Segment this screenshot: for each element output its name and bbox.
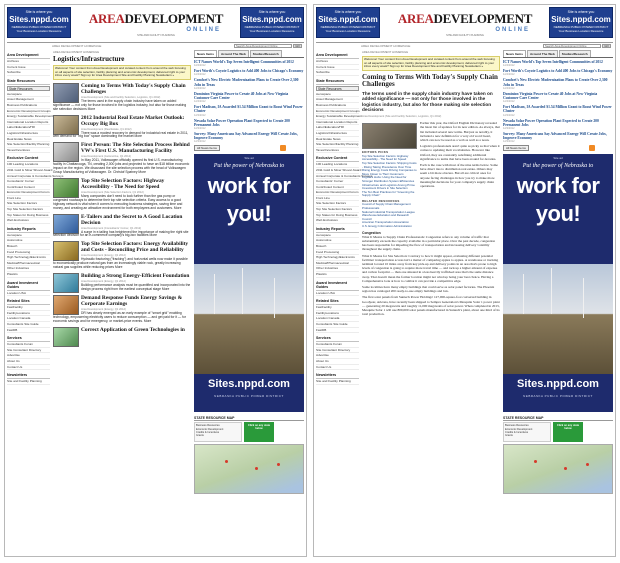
sidebar-item[interactable]: Labor/Education/HR xyxy=(7,125,50,131)
header-ad-left[interactable]: Site is where you Sites.nppd.com NEBRASKA PUBLIC POWER DISTRICT Your Business Location Resource xyxy=(7,7,71,38)
news-item-link[interactable]: Dominion Virginia Power to Create 40 Jobs at New Virginia Customer Care Center xyxy=(503,91,598,101)
news-item-link[interactable]: Comfort's New Electric Modernization Plans to Create Over 2,300 Jobs in Texas xyxy=(503,78,608,87)
article-title-link[interactable]: Building a Strong Energy-Efficient Foundation xyxy=(81,273,190,280)
sidebar-section-title: Services xyxy=(7,336,50,342)
wind-turbine-icon xyxy=(274,278,275,318)
article-date: Area Development (Site and Facility Selection, Logistics, Q1 2012) xyxy=(81,95,161,99)
state-map-legend-item[interactable]: Credits & Incentives xyxy=(505,430,529,434)
header-ad-right[interactable]: Site is where you Sites.nppd.com NEBRASKA PUBLIC POWER DISTRICT Your Business Location Resource xyxy=(549,7,613,38)
tab-around-the-web[interactable]: Around The Web xyxy=(527,50,558,57)
state-map-legend-item[interactable]: Grants xyxy=(196,434,204,438)
search-input[interactable]: Search Area Development Online xyxy=(543,44,601,48)
sidebar-section-title: State Resources xyxy=(7,79,50,85)
news-item-link[interactable]: Nevada Solar Power Operation Plant Expected to Create 200 Permanent Jobs xyxy=(503,118,599,127)
sidebar-item[interactable]: Aerospace xyxy=(316,233,359,239)
sidebar-section-title: Award Investment Guides xyxy=(7,281,50,291)
sidebar-item[interactable]: Aerospace xyxy=(316,92,359,98)
state-resources-select[interactable]: State Resources xyxy=(7,86,50,91)
news-item-date: 1/24/2012 xyxy=(503,64,515,68)
nebraska-power-ad[interactable]: Site ad Put the power of Nebraska to work for you! Sites.nppd.com NEBRASKA PUBLIC POWER DISTRICT xyxy=(503,154,613,412)
news-item-date: 1/23/2012 xyxy=(503,140,515,144)
news-item-link[interactable]: Comfort's New Electric Modernization Plans to Create Over 2,300 Jobs in Texas xyxy=(194,78,299,87)
related-resource-link[interactable]: Warehouse Education and Research Council xyxy=(362,213,410,221)
tab-news-items[interactable]: News Items xyxy=(194,50,217,57)
page-title: Logistics/Infrastructure xyxy=(53,55,125,63)
news-item-date: 1/23/2012 xyxy=(503,127,515,131)
wind-turbine-icon xyxy=(523,274,524,314)
sidebar-item[interactable]: Energy Sustainable Development xyxy=(7,114,53,119)
article-summary: The terms used in the supply chain industry have taken on added significance — not only for those involved in the logistics industry, but also for those making site selection decisions More xyxy=(53,98,187,111)
article-title-link[interactable]: Coming to Terms With Today's Supply Chain Challenges xyxy=(81,82,186,95)
top-bar xyxy=(7,42,304,48)
sidebar-item[interactable]: Food Processing xyxy=(7,250,50,256)
sidebar-item[interactable]: High Technology/Electronics xyxy=(316,255,359,261)
article-body-intro xyxy=(417,121,500,228)
news-item-link[interactable]: ICT Names World's Top Seven Intelligent Communities of 2012 xyxy=(503,60,603,64)
article-date: Area Development (Site Selection Factors, Q1 2012) xyxy=(81,190,144,194)
article-summary: DR has clearly emerged as an early example of "smart grid" enabling technology, empowering electricity users to reduce consumption — and get paid for it — for economic savings and for emergency, or market-price events. More xyxy=(53,310,186,323)
sidebar-item[interactable]: Taxes/Incentives xyxy=(7,148,50,154)
article-summary: There was a modest recovery in demand for industrial real estate in 2011, with demand for "big box" space dominating the market More xyxy=(53,130,189,139)
article-title-link[interactable]: First Person: The Site Selection Process Behind VW's First U.S. Manufacturing Facility xyxy=(81,142,190,155)
sidebar-item[interactable]: Consultants Forum xyxy=(316,342,359,348)
right-column xyxy=(503,50,613,554)
state-resource-map: STATE RESOURCE MAP Business Resources Economic Development Credits & Incentives Grants Click on any state below xyxy=(194,416,304,494)
breadcrumb[interactable]: AREA DEVELOPMENT HOMEPAGE xyxy=(362,50,409,54)
sidebar-section-title: State Resources xyxy=(316,79,359,85)
sidebar-item[interactable]: 100 Leading Locations xyxy=(316,162,359,168)
map-pin-icon[interactable] xyxy=(534,460,537,463)
sidebar-item[interactable]: FastFacility xyxy=(7,305,50,311)
sidebar-item[interactable]: Current Issue xyxy=(316,65,359,71)
state-map-legend-item[interactable]: Credits & Incentives xyxy=(196,430,220,434)
sidebar-item[interactable]: Consultants' Corner xyxy=(7,179,50,185)
state-resource-map: STATE RESOURCE MAP Business Resources Economic Development Credits & Incentives Grants Click on any state below xyxy=(503,416,613,494)
rss-icon[interactable] xyxy=(589,145,595,151)
sidebar-item[interactable]: Aerospace xyxy=(7,233,50,239)
top-bar xyxy=(316,42,613,48)
wind-turbine-icon xyxy=(551,268,552,314)
body-paragraph: Each is the case with most of the nine terms below. Some have direct ties to distribution real estate. Others may seem a bit more obscure. But all are critical ones for anyone facing challenges in how you try to make more meaningful decisions for your company's supply chain operations. xyxy=(420,162,498,188)
sidebar-section-title: Newsletters xyxy=(316,373,359,379)
sidebar-item[interactable]: Site Selection Factors xyxy=(316,201,359,207)
article-thumbnail[interactable] xyxy=(53,273,79,293)
sidebar-section-title: Area Development xyxy=(7,53,50,59)
section-heading: Congestion xyxy=(362,230,381,235)
sidebar-item[interactable]: Automotive xyxy=(7,238,50,244)
editors-pick-link[interactable]: Rising Energy Costs Driving Companies to Move Closer to Their Customers xyxy=(362,168,417,176)
sidebar-item[interactable]: Consultants Site Guide xyxy=(316,322,359,328)
sidebar-section-title: Newsletters xyxy=(7,373,50,379)
sidebar-item[interactable]: Logistics/Infrastructure xyxy=(316,131,359,137)
sidebar-item[interactable]: Contact Us xyxy=(316,365,359,371)
breadcrumb[interactable]: AREA DEVELOPMENT HOMEPAGE xyxy=(53,50,100,54)
sidebar-section-title: Area Development xyxy=(316,53,359,59)
state-map-legend-item[interactable]: Business Resources xyxy=(505,424,529,428)
editors-pick-link[interactable]: Top Site Selection Factors: Shipping Costs - Rising Taking Precedence Over Time xyxy=(362,160,417,169)
news-item-link[interactable]: Survey: Many Americans Say Advanced Energy Will Create Jobs, Improve Economy xyxy=(503,132,607,141)
article-item xyxy=(53,115,191,140)
body-paragraph: Logistics professionals aren't quite as picky as that when it comes to updating their vocabularies. However like Oxford, they are constantly redefining additional significance to terms that have been around for decades. xyxy=(420,144,500,161)
sidebar-item[interactable]: International Location Reports xyxy=(316,119,358,124)
wind-turbine-icon xyxy=(242,268,243,314)
article-summary: Many companies don't need to look further than the gas pump or congested roadways to determine their top site selection criteria. Easy access to a good highway network is vital when it comes to executing business strategies, saving time and money, and creating an attractive environment for both employees and customers. More xyxy=(53,193,183,210)
sidebar-item[interactable]: Medical/Pharmaceutical xyxy=(316,261,359,267)
news-item-link[interactable]: Dominion Virginia Power to Create 40 Jobs at New Virginia Customer Care Center xyxy=(194,91,289,101)
state-map-cta[interactable]: Click on any state below xyxy=(553,422,583,442)
us-map[interactable] xyxy=(503,444,613,494)
editors-pick-link[interactable]: Infrastructure and Logistics Among Prime Investment Drivers in Site Selection xyxy=(362,182,415,191)
sidebar-item[interactable]: Asset Management xyxy=(316,97,359,103)
header-ad-right[interactable]: Site is where you Sites.nppd.com NEBRASKA PUBLIC POWER DISTRICT Your Business Location Resource xyxy=(240,7,304,38)
site-header xyxy=(316,7,613,40)
sidebar-section-title: Exclusive Content xyxy=(316,156,359,162)
sidebar-item[interactable]: Subscribe xyxy=(316,70,359,76)
right-page-screenshot xyxy=(313,4,616,557)
tab-studies-research[interactable]: Studies/Research xyxy=(559,50,591,57)
sidebar-item[interactable]: Consultants' Corner xyxy=(316,179,359,185)
sidebar xyxy=(7,50,64,554)
sidebar-item[interactable]: Web Exclusives xyxy=(7,218,50,224)
article-title-link[interactable]: 2012 Industrial Real Estate Market Outlook: Occupy Big Box xyxy=(81,114,185,127)
sidebar-item[interactable]: Economic Development Groups xyxy=(7,108,51,113)
related-resource-link[interactable]: Council of Supply Chain Management Professionals xyxy=(362,202,411,211)
article-date: Area Development (Automotive, Q1 2012) xyxy=(81,155,132,159)
right-column xyxy=(194,50,304,554)
sidebar-item[interactable]: Aerospace xyxy=(7,92,50,98)
sidebar-item[interactable]: 100 Leading Locations xyxy=(7,162,50,168)
sidebar-section-title: Related Sites xyxy=(7,299,50,305)
nebraska-power-ad[interactable]: Site ad Put the power of Nebraska to work for you! Sites.nppd.com NEBRASKA PUBLIC POWER DISTRICT xyxy=(194,154,304,412)
article-title-link[interactable]: Top Site Selection Factors: Highway Accessibility - The Need for Speed xyxy=(81,177,165,190)
left-page-screenshot xyxy=(4,4,307,557)
state-resources-select[interactable]: State Resources xyxy=(316,86,359,91)
article-thumbnail[interactable] xyxy=(53,241,79,261)
article-byline: Area Development (Site and Facility Selection, Logistics, Q1 2012) xyxy=(362,115,442,119)
wind-turbine-icon xyxy=(583,278,584,318)
sidebar-section-title: Industry Reports xyxy=(316,227,359,233)
article-item xyxy=(53,273,191,292)
wind-turbine-photo xyxy=(194,264,304,374)
sidebar-item[interactable]: Automotive xyxy=(316,238,359,244)
sidebar-item[interactable]: Labor/Education/HR xyxy=(316,125,359,131)
article-title-link[interactable]: Correct Application of Green Technologies in xyxy=(81,326,185,333)
sidebar-section-title: Industry Reports xyxy=(7,227,50,233)
sidebar-item[interactable]: Current Issue xyxy=(7,65,50,71)
article-related-links: EDITORS PICKS Top Site Selection Factors: Highway Accessibility - The Need for Speed Top Site Selection Factors: Shipping Costs - Rising Taking Precedence Over Time Rising Energy Costs Driving Companies to Move Closer to Their Customers Logistics Hubs: Using the Need for Stronger Distribution System Efficiencies Infrastructure and Logistics Among Prime Investment Drivers in Site Selection The Ten Best Practices for "Greening the Supply Chain" RELATED RESOURCES Council of Supply Chain Management Professionals National Industrial Transportation League Warehouse Education and Research Council American Transportation Association U.S. Energy Information Administration xyxy=(362,121,417,228)
sidebar-item[interactable]: Front Line xyxy=(7,196,50,202)
sidebar-item[interactable]: Site and Facility Planning xyxy=(7,379,50,385)
sidebar-item[interactable]: Site Selection/Facility Planning xyxy=(316,142,359,147)
article-title: Coming to Terms With Today's Supply Chain Challenges xyxy=(362,72,498,89)
article-dek: The terms used in the supply chain industry have taken on added significance — not only for those involved in the logistics industry, but also for those making site selection decisions xyxy=(362,90,493,112)
sidebar-item[interactable]: Real Estate News xyxy=(316,137,359,143)
article-date: Area Development (Real Estate, Q1 2012) xyxy=(81,127,132,131)
sidebar-item[interactable]: Biotech xyxy=(7,244,50,250)
sidebar-item[interactable]: Asset Management xyxy=(7,97,50,103)
sidebar-item[interactable]: Advertise xyxy=(316,353,359,359)
sidebar-item[interactable]: Other Industries xyxy=(7,266,50,272)
homepage-link[interactable]: AREA DEVELOPMENT HOMEPAGE xyxy=(361,44,411,48)
all-news-items-button[interactable]: All News Items xyxy=(503,145,529,151)
article-thumbnail[interactable] xyxy=(53,178,79,198)
news-item-date: 1/23/2012 xyxy=(503,113,515,117)
search-go-button[interactable]: GO xyxy=(602,44,611,48)
news-ticker xyxy=(503,60,613,143)
us-map[interactable] xyxy=(194,444,304,494)
article-content xyxy=(362,50,500,554)
news-item-date: 1/24/2012 xyxy=(194,100,206,104)
sidebar-item[interactable]: Site Consultant Directory xyxy=(7,348,50,354)
search-go-button[interactable]: GO xyxy=(293,44,302,48)
news-item-date: 1/23/2012 xyxy=(194,127,206,131)
sidebar-item[interactable]: Subscribe xyxy=(7,70,50,76)
article-summary: Building performance analysis must be quantified and incorporated into the design process right from the earliest conceptual stage More xyxy=(81,283,191,291)
article-thumbnail[interactable] xyxy=(53,115,79,135)
article-thumbnail[interactable] xyxy=(53,83,79,103)
related-resource-link[interactable]: National Industrial Transportation League xyxy=(362,209,415,214)
body-paragraph: Some localities have many empty buildings that could serve as solar panel factories. The Phoenix region has cataloged 200 ready-to-use empty buildings and lots. xyxy=(362,285,495,294)
sidebar-item[interactable]: Location USA xyxy=(7,291,50,297)
news-item-date: 1/24/2012 xyxy=(503,86,515,90)
sidebar-item[interactable]: Economic Development Forum xyxy=(316,190,359,195)
map-pin-icon[interactable] xyxy=(564,467,567,470)
news-item-date: 1/24/2012 xyxy=(503,100,515,104)
related-resource-link[interactable]: American Transportation Association xyxy=(362,220,409,225)
sidebar-item[interactable]: Real Estate News xyxy=(7,137,50,143)
sidebar-item[interactable]: FastDB xyxy=(316,328,359,334)
news-item-link[interactable]: Fort Madison, IA Awarded $1.54 Million Grant to Boost Wind Power Cluster xyxy=(503,105,612,114)
sidebar-item[interactable]: Site Selection Factors xyxy=(7,201,50,207)
news-item-link[interactable]: Fort Worth's Coyote Logistics to Add 400 Jobs to Chicago's Economy xyxy=(194,69,304,74)
wind-turbine-icon xyxy=(214,274,215,314)
news-item-link[interactable]: ICT Names World's Top Seven Intelligent Communities of 2012 xyxy=(194,60,294,64)
body-paragraph: The first solar panels from Suntech Power Holdings' 127,000-square-foot converted building in Goodyear, Arizona, have recently been shipped to Sempra Generation's Mesquite Solar 1 power plant — generating 20 megawatts and roughly 11,000 megawatts of solar power. When completed in 2013, Mesquite Solar 1 will use 800,000 solar panels manufactured in Suntech's plant, about one third of its total production. xyxy=(362,295,500,317)
sidebar-item[interactable]: Archives xyxy=(7,59,50,65)
sidebar-item[interactable]: FastDB xyxy=(7,328,50,334)
state-map-legend-item[interactable]: Grants xyxy=(505,434,513,438)
article-item xyxy=(53,327,191,333)
sidebar-section-title: Exclusive Content xyxy=(7,156,50,162)
header-ad-left[interactable]: Site is where you Sites.nppd.com NEBRASKA PUBLIC POWER DISTRICT Your Business Location Resource xyxy=(316,7,380,38)
sidebar-item[interactable]: Top Site Selection Factors xyxy=(316,207,359,213)
state-map-legend-item[interactable]: Economic Development xyxy=(505,427,533,431)
sidebar-item[interactable]: About Us xyxy=(316,359,359,365)
sidebar-item[interactable]: Advertise xyxy=(7,353,50,359)
article-body xyxy=(362,231,500,317)
map-pin-icon[interactable] xyxy=(225,460,228,463)
article-item xyxy=(53,295,191,324)
article-item xyxy=(53,142,191,175)
body-paragraph: What It Means to Supply Chain Professionals: Congestion refers to any volume of traffic that substantially exceeds the capacity available in a particular place. Over the past decade, congestion has been responsible for impeding the flow of transportation and increasing delivery volatility throughout the supply chain. xyxy=(362,234,496,252)
sidebar-item[interactable]: Energy Sustainable Development xyxy=(316,114,362,119)
sidebar-section-title: Services xyxy=(316,336,359,342)
sidebar-item[interactable]: Biotech xyxy=(316,244,359,250)
sidebar-item[interactable]: Top States for Doing Business xyxy=(316,212,358,217)
news-item-date: 1/24/2012 xyxy=(194,86,206,90)
news-item-link[interactable]: Fort Worth's Coyote Logistics to Add 400 Jobs to Chicago's Economy xyxy=(503,69,613,74)
tab-news-items[interactable]: News Items xyxy=(503,50,526,57)
sidebar-item[interactable]: FacilityLocations xyxy=(316,311,359,317)
article-item xyxy=(53,83,191,112)
sidebar-item[interactable]: International Location Reports xyxy=(7,119,49,124)
sidebar-item[interactable]: Taxes/Incentives xyxy=(316,148,359,154)
search-input[interactable]: Search Area Development Online xyxy=(234,44,292,48)
state-map-legend-item[interactable]: Economic Development xyxy=(196,427,224,431)
sidebar-item[interactable]: Plastics xyxy=(7,272,50,278)
sidebar-item[interactable]: Other Industries xyxy=(316,266,359,272)
wind-turbine-photo xyxy=(503,264,613,374)
news-item-date: 1/23/2012 xyxy=(194,140,206,144)
sidebar-item[interactable]: Site Selection/Facility Planning xyxy=(7,142,50,147)
sidebar-item[interactable]: FastFacility xyxy=(316,305,359,311)
article-thumbnail[interactable] xyxy=(53,327,79,347)
sidebar-item[interactable]: Location Canada xyxy=(316,316,359,322)
homepage-link[interactable]: AREA DEVELOPMENT HOMEPAGE xyxy=(52,44,102,48)
news-item-date: 1/24/2012 xyxy=(194,64,206,68)
state-map-cta[interactable]: Click on any state below xyxy=(244,422,274,442)
article-list xyxy=(53,83,191,333)
map-pin-icon[interactable] xyxy=(586,463,589,466)
news-item-link[interactable]: Nevada Solar Power Operation Plant Expected to Create 200 Permanent Jobs xyxy=(194,118,290,127)
article-image xyxy=(362,123,417,149)
sidebar-item[interactable]: Contributed Content xyxy=(316,185,359,191)
article-thumbnail[interactable] xyxy=(53,142,79,162)
site-logo[interactable]: AREADEVELOPMENT ONLINE SITE AND FACILITY PLANNING xyxy=(397,11,533,37)
article-date: Area Development (Consultants' Corner, Q1 2012) xyxy=(81,226,142,230)
article-summary: In May 2011, Volkswagen officially opened its first U.S. manufacturing facility in Chattanooga, TN, creating 2,000 jobs and projected to have an $18 billion economic impact on the region. We discussed the site selection process with the head of Volkswagen Group Manufacturing at Volkswagen. Dr. Christof Spatney More xyxy=(53,158,190,175)
sidebar-item[interactable]: Site and Facility Planning xyxy=(316,379,359,385)
newsletter-welcome-banner[interactable]: Welcome! Your content from Area Development and curated content from around the web focusing on all aspects of site selection, facility planning and economic development, delivered right to your inbox every week? Sign up for Area Development Site and Facility Planning Newsletters » xyxy=(53,65,191,80)
news-item-link[interactable]: Survey: Many Americans Say Advanced Energy Will Create Jobs, Improve Economy xyxy=(194,132,298,141)
editors-pick-link[interactable]: The Ten Best Practices for "Greening the Supply Chain" xyxy=(362,189,415,198)
sidebar-item[interactable]: Plastics xyxy=(316,272,359,278)
sidebar-item[interactable]: Top States for Doing Business xyxy=(7,212,49,217)
sidebar-item[interactable]: Logistics/Infrastructure xyxy=(7,131,50,137)
sidebar-item[interactable]: About Us xyxy=(7,359,50,365)
sidebar-item[interactable]: FacilityLocations xyxy=(7,311,50,317)
article-date: Area Development (Energy, Q1 2012) xyxy=(81,307,126,311)
sidebar-item[interactable]: Contributed Content xyxy=(7,185,50,191)
state-map-legend xyxy=(503,422,551,442)
sidebar-item[interactable]: Business Publications xyxy=(316,103,359,109)
sidebar-item[interactable]: Site Consultant Directory xyxy=(316,348,359,354)
article-summary: Hydraulic fracturing ("fracking") and horizontal wells now make it possible to economically produce natural gas from an increasingly viable rock, greatly increasing natural gas supplies while reducing prices More xyxy=(53,257,188,270)
article-thumbnail[interactable] xyxy=(53,295,79,315)
sidebar-item[interactable]: Front Line xyxy=(316,196,359,202)
news-item-link[interactable]: Fort Madison, IA Awarded $1.54 Million Grant to Boost Wind Power Cluster xyxy=(194,105,303,114)
news-tabs xyxy=(503,50,613,58)
rss-icon[interactable] xyxy=(280,145,286,151)
state-map-legend-item[interactable]: Business Resources xyxy=(196,424,220,428)
article-title-link[interactable]: Demand Response Funds Energy Savings & Corporate Earnings xyxy=(81,294,183,307)
article-title-link[interactable]: Top Site Selection Factors: Energy Availability and Costs - Reconciling Price and Reliability xyxy=(81,241,189,254)
sidebar-item[interactable]: Food Processing xyxy=(316,250,359,256)
article-thumbnail[interactable] xyxy=(53,214,79,234)
sidebar-item[interactable]: Contact Us xyxy=(7,365,50,371)
related-resource-link[interactable]: U.S. Energy Information Administration xyxy=(362,224,412,229)
news-tabs xyxy=(194,50,304,58)
sidebar-item[interactable]: Top Site Selection Factors xyxy=(7,207,50,213)
sidebar-section-title: Related Sites xyxy=(316,299,359,305)
sidebar-item[interactable]: Annual Corporate & Consultants Surveys xyxy=(316,173,373,178)
sidebar-item[interactable]: Web Exclusives xyxy=(316,218,359,224)
tab-studies-research[interactable]: Studies/Research xyxy=(250,50,282,57)
news-item-date: 1/23/2012 xyxy=(194,113,206,117)
sidebar-item[interactable]: Archives xyxy=(316,59,359,65)
sidebar-item[interactable]: Business Publications xyxy=(7,103,50,109)
sidebar-item[interactable]: 2011 Gold & Silver Shovel Award xyxy=(7,167,53,172)
sidebar-item[interactable]: 2011 Gold & Silver Shovel Award xyxy=(316,167,362,172)
sidebar-item[interactable]: Economic Development Forum xyxy=(7,190,50,195)
main-content xyxy=(53,50,191,554)
map-pin-icon[interactable] xyxy=(255,467,258,470)
sidebar-item[interactable]: Annual Corporate & Consultants Surveys xyxy=(7,173,64,178)
all-news-items-button[interactable]: All News Items xyxy=(194,145,220,151)
news-item-date: 1/24/2012 xyxy=(194,73,206,77)
sidebar-section-title: Award Investment Guides xyxy=(316,281,359,291)
state-map-legend xyxy=(194,422,242,442)
sidebar-item[interactable]: Consultants Forum xyxy=(7,342,50,348)
article-date: Area Development (Energy, Q1 2012) xyxy=(81,280,126,284)
body-paragraph: What It Means for Site Selection: Contrary to how it might appear, evaluating different potential facilities' transportation access isn't a matter of comparing apples to apples. A warehouse or trucking terminal located 10 miles away from key pick-up and delivery points in an area that's prone to high levels of congestion is going to require more travel time — and rack up a higher amount of expense and carbon footprint — than one situated in a less heavily trafficked area that's the same distance away. That doesn't mean the former location might not wind up being your best choice. Having a Comprehensive look at how to combat it can provide a competitive edge. xyxy=(362,253,499,283)
news-item-date: 1/24/2012 xyxy=(503,73,515,77)
sidebar-item[interactable]: Consultants Site Guide xyxy=(7,322,50,328)
article-item xyxy=(53,178,191,211)
body-paragraph: Earlier this year, the Oxford English Dictionary revealed the latest list of updates for its new edition. As always, that list included several new terms. But just as notably, it included a new definition for a very old word: heart, which can now be used as a verb as well as a noun. xyxy=(420,121,500,142)
editors-pick-link[interactable]: Logistics Hubs: Using the Need for Stronger Distribution System Efficiencies xyxy=(362,175,415,183)
newsletter-welcome-banner[interactable]: Welcome! Your content from Area Development and curated content from around the web focusing on all aspects of site selection, facility planning and economic development, delivered right to your inbox every week? Sign up for Area Development Site and Facility Planning Newsletters » xyxy=(362,56,500,71)
sidebar-item[interactable]: Medical/Pharmaceutical xyxy=(7,261,50,267)
sidebar-item[interactable]: Location Canada xyxy=(7,316,50,322)
sidebar-item[interactable]: Economic Development Groups xyxy=(316,108,360,113)
article-item xyxy=(53,241,191,270)
article-title-link[interactable]: E-Tailers and the Secret to A Good Location Decision xyxy=(81,213,183,226)
news-ticker xyxy=(194,60,304,143)
map-pin-icon[interactable] xyxy=(277,463,280,466)
site-logo[interactable]: AREADEVELOPMENT ONLINE SITE AND FACILITY PLANNING xyxy=(88,11,224,37)
article-summary: A surge in e-tailing has heightened the importance of making the right site selection decision for an e-commerce company's big-box facilities More xyxy=(53,229,189,238)
sidebar-item[interactable]: High Technology/Electronics xyxy=(7,255,50,261)
editors-pick-link[interactable]: Top Site Selection Factors: Highway Accessibility - The Need for Speed xyxy=(362,153,409,162)
site-header xyxy=(7,7,304,40)
article-item xyxy=(53,214,191,239)
tab-around-the-web[interactable]: Around The Web xyxy=(218,50,249,57)
sidebar-item[interactable]: Location USA xyxy=(316,291,359,297)
article-date: Area Development (Energy, Q1 2012) xyxy=(81,254,126,258)
